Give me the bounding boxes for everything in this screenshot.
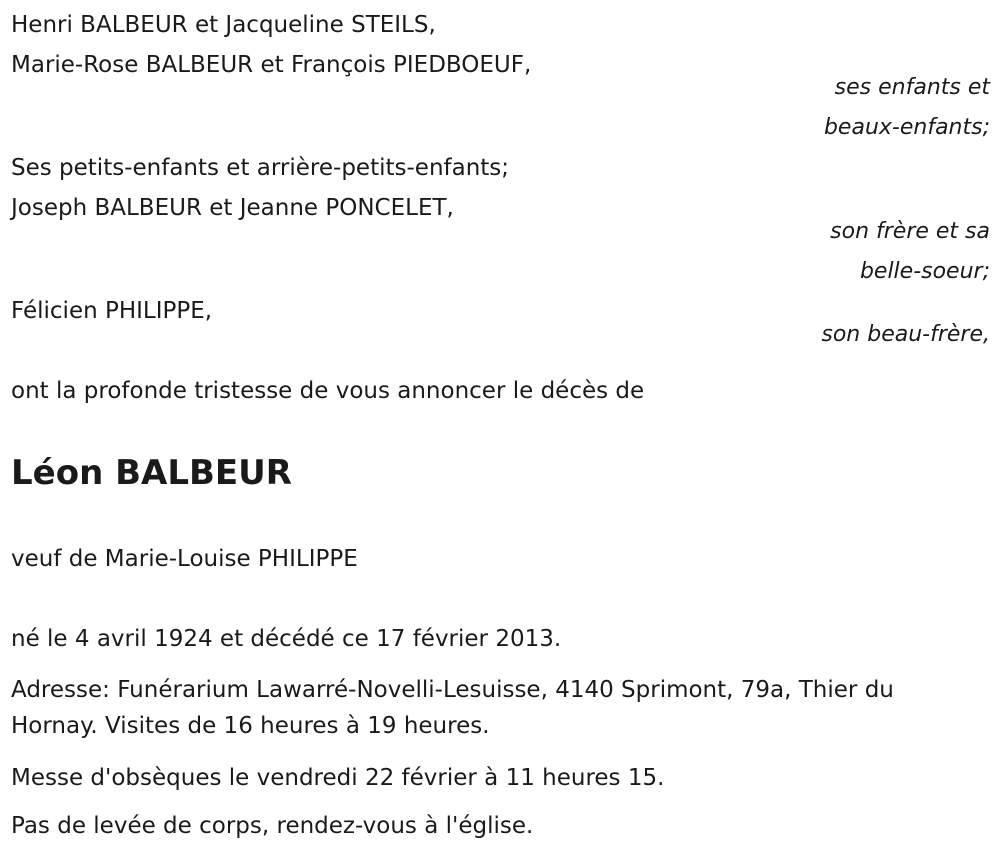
address-paragraph: Adresse: Funérarium Lawarré-Novelli-Lesuisse, 4140 Sprimont, 79a, Thier du Hornay. Visites de 16 heures à 19 heures. bbox=[11, 677, 894, 739]
note-line: Pas de levée de corps, rendez-vous à l'église. bbox=[11, 813, 534, 839]
children-line-2: Marie-Rose BALBEUR et François PIEDBOEUF, bbox=[11, 52, 532, 78]
brother-role-line-1: son frère et sa bbox=[830, 219, 990, 244]
funeral-line: Messe d'obsèques le vendredi 22 février à 11 heures 15. bbox=[11, 765, 665, 791]
brother-role-line-2: belle-soeur; bbox=[859, 259, 990, 284]
announcement-text: ont la profonde tristesse de vous annoncer le décès de bbox=[11, 378, 645, 404]
brother-line: Joseph BALBEUR et Jeanne PONCELET, bbox=[11, 195, 454, 221]
children-role-line-2: beaux-enfants; bbox=[823, 115, 990, 140]
dates-line: né le 4 avril 1924 et décédé ce 17 février 2013. bbox=[11, 626, 562, 652]
brother-in-law-role: son beau-frère, bbox=[821, 322, 990, 347]
deceased-name: Léon BALBEUR bbox=[11, 453, 292, 493]
widower-line: veuf de Marie-Louise PHILIPPE bbox=[11, 546, 358, 572]
children-line-1: Henri BALBEUR et Jacqueline STEILS, bbox=[11, 12, 436, 38]
children-role-line-1: ses enfants et bbox=[834, 75, 990, 100]
brother-in-law-line: Félicien PHILIPPE, bbox=[11, 298, 213, 324]
grandchildren-line: Ses petits-enfants et arrière-petits-enfants; bbox=[11, 155, 510, 181]
